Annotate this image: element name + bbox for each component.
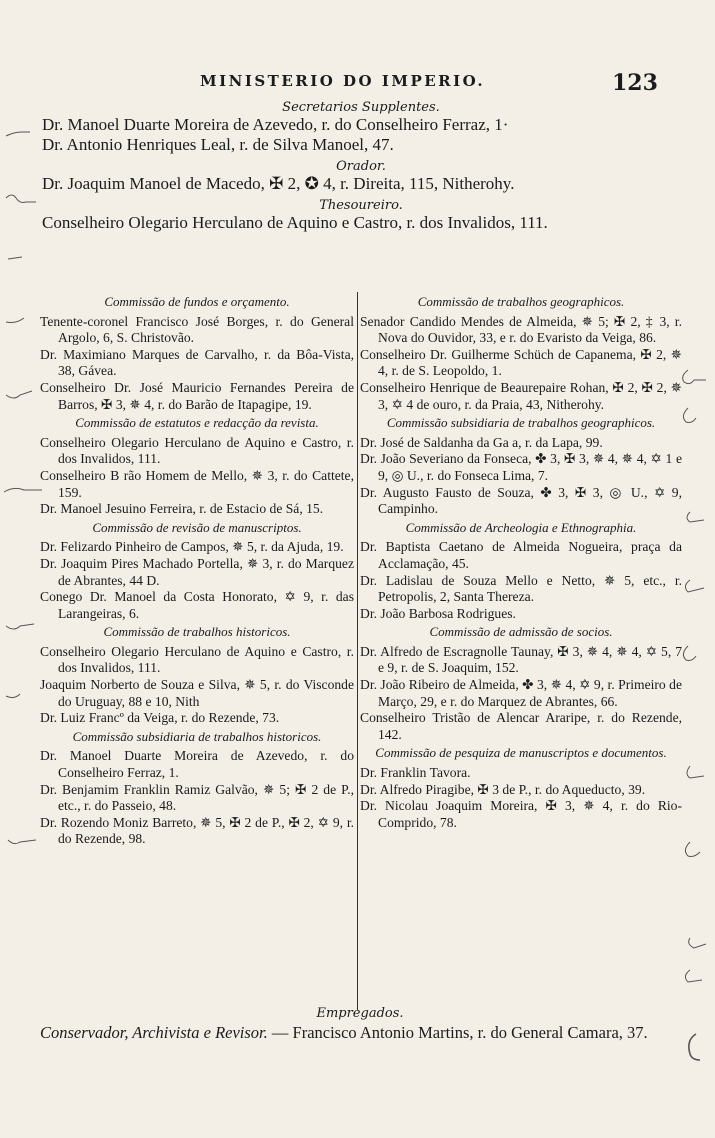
left-column [40, 292, 354, 848]
commission-member: Conselheiro Henrique de Beaurepaire Rohan, ✠ 2, ✠ 2, ✵ 3, ✡ 4 de ouro, r. da Praia, 43, Nitherohy. [360, 379, 682, 412]
section-heading: Thesoureiro. [319, 198, 403, 213]
pencil-mark [689, 938, 706, 948]
commission-member: Tenente-coronel Francisco José Borges, r. do General Argolo, 6, S. Christovão. [40, 313, 354, 346]
commission-member: Dr. João Barbosa Rodrigues. [360, 605, 516, 621]
commission-member: Dr. José de Saldanha da Ga a, r. da Lapa, 99. [360, 434, 603, 450]
commission-member: Senador Candido Mendes de Almeida, ✵ 5; ✠ 2, ‡ 3, r. Nova do Ouvidor, 33, e r. do Evaristo da Veiga, 86. [360, 313, 682, 346]
pencil-mark [683, 408, 696, 423]
pencil-mark [683, 370, 706, 384]
commission-heading: Commissão subsidiaria de trabalhos historicos. [72, 728, 322, 744]
two-column-body [40, 292, 680, 1010]
commission-heading: Commissão de admissão de socios. [429, 624, 613, 640]
commission-member: Dr. Joaquim Pires Machado Portella, ✵ 3, r. do Marquez de Abrantes, 44 D. [40, 555, 354, 588]
section-heading: Secretarios Supplentes. [282, 100, 440, 115]
commission-member: Dr. Manoel Jesuino Ferreira, r. de Estacio de Sá, 15. [40, 501, 324, 517]
employee-role: Conservador, Archivista e Revisor. [40, 1023, 268, 1042]
pencil-mark [687, 512, 704, 522]
commission-member: Dr. Franklin Tavora. [360, 765, 471, 781]
commission-heading: Commissão de pesquiza de manuscriptos e documentos. [375, 745, 667, 761]
pencil-mark [4, 488, 42, 492]
member-entry: Dr. Manoel Duarte Moreira de Azevedo, r. do Conselheiro Ferraz, 1· [42, 115, 509, 134]
commission-member: Conego Dr. Manoel da Costa Honorato, ✡ 9, r. das Larangeiras, 6. [40, 589, 354, 621]
pencil-mark [6, 624, 34, 629]
commission-member: Conselheiro Dr. José Mauricio Fernandes Pereira de Barros, ✠ 3, ✵ 4, r. do Barão de Itapagipe, 19. [40, 379, 354, 412]
pencil-mark [689, 1034, 700, 1060]
pencil-mark [685, 970, 702, 982]
commission-member: Dr. Maximiano Marques de Carvalho, r. da Bôa-Vista, 38, Gávea. [40, 346, 354, 379]
top-sections [42, 100, 680, 233]
pencil-mark [683, 646, 696, 661]
commission-member: Dr. Baptista Caetano de Almeida Nogueira, praça da Acclamação, 45. [360, 539, 682, 571]
page-number: 123 [612, 70, 658, 96]
commission-heading: Commissão subsidiaria de trabalhos geographicos. [386, 415, 656, 431]
commission-member: Joaquim Norberto de Souza e Silva, ✵ 5, r. do Visconde do Uruguay, 88 e 10, Nith [40, 677, 354, 709]
commission-member: Dr. João Severiano da Fonseca, ✤ 3, ✠ 3, ✵ 4, ✵ 4, ✡ 1 e 9, ◎ U., r. do Fonseca Lima, 7. [360, 451, 682, 483]
commission-member: Dr. Felizardo Pinheiro de Campos, ✵ 5, r. da Ajuda, 19. [40, 539, 344, 555]
commission-member: Dr. Luiz Francº da Veiga, r. do Rezende, 73. [40, 710, 280, 726]
section-heading: Empregados. [316, 1006, 404, 1021]
commission-member: Conselheiro Olegario Herculano de Aquino e Castro, r. dos Invalidos, 111. [40, 643, 354, 676]
commission-member: Dr. Ladislau de Souza Mello e Netto, ✵ 5, etc., r. Petropolis, 2, Santa Thereza. [360, 572, 682, 605]
pencil-mark [6, 318, 24, 323]
member-entry: Conselheiro Olegario Herculano de Aquino e Castro, r. dos Invalidos, 111. [42, 213, 548, 232]
commission-member: Dr. João Ribeiro de Almeida, ✤ 3, ✵ 4, ✡ 9, r. Primeiro de Março, 29, e r. do Marquez de Abrantes, 66. [360, 677, 682, 709]
pencil-mark [6, 391, 32, 398]
pencil-mark [8, 257, 22, 259]
pencil-mark [6, 694, 20, 698]
commission-member: Conselheiro B rão Homem de Mello, ✵ 3, r. do Cattete, 159. [40, 467, 354, 500]
member-entry: Dr. Joaquim Manoel de Macedo, ✠ 2, ✪ 4, r. Direita, 115, Nitherohy. [42, 174, 515, 193]
commission-heading: Commissão de fundos e orçamento. [104, 294, 290, 309]
commission-member: Dr. Alfredo de Escragnolle Taunay, ✠ 3, ✵ 4, ✵ 4, ✡ 5, 7 e 9, r. de S. Joaquim, 152. [360, 643, 682, 676]
commission-member: Dr. Augusto Fausto de Souza, ✤ 3, ✠ 3, ◎ U., ✡ 9, Campinho. [360, 484, 682, 517]
commission-member: Conselheiro Olegario Herculano de Aquino e Castro, r. dos Invalidos, 111. [40, 434, 354, 467]
pencil-mark [6, 132, 30, 136]
employee-name: — Francisco Antonio Martins, r. do General Camara, 37. [271, 1023, 648, 1042]
right-column [360, 292, 682, 831]
commission-member: Conselheiro Tristão de Alencar Araripe, r. do Rezende, 142. [360, 710, 682, 742]
commission-member: Dr. Rozendo Moniz Barreto, ✵ 5, ✠ 2 de P., ✠ 2, ✡ 9, r. do Rezende, 98. [40, 814, 354, 847]
commission-heading: Commissão de Archeologia e Ethnographia. [405, 519, 637, 535]
section-heading: Orador. [336, 159, 386, 174]
running-header [0, 70, 715, 96]
commission-heading: Commissão de estatutos e redacção da revista. [75, 415, 319, 431]
commission-member: Dr. Nicolau Joaquim Moreira, ✠ 3, ✵ 4, r. do Rio-Comprido, 78. [360, 798, 682, 830]
pencil-mark [685, 580, 704, 592]
commission-heading: Commissão de trabalhos historicos. [103, 624, 291, 640]
commission-member: Conselheiro Dr. Guilherme Schüch de Capanema, ✠ 2, ✵ 4, r. de S. Leopoldo, 1. [360, 346, 682, 379]
member-entry: Dr. Antonio Henriques Leal, r. de Silva Manoel, 47. [42, 135, 394, 154]
employee-entry [40, 1023, 680, 1043]
commission-heading: Commissão de trabalhos geographicos. [417, 294, 625, 309]
pencil-mark [6, 195, 36, 203]
running-title: MINISTERIO DO IMPERIO. [200, 72, 486, 90]
commission-member: Dr. Benjamim Franklin Ramiz Galvão, ✵ 5; ✠ 2 de P., etc., r. do Passeio, 48. [40, 781, 354, 814]
pencil-mark [687, 766, 704, 778]
employees-section [40, 1006, 680, 1043]
commission-member: Dr. Alfredo Piragibe, ✠ 3 de P., r. do Aqueducto, 39. [360, 781, 646, 797]
commission-member: Dr. Manoel Duarte Moreira de Azevedo, r. do Conselheiro Ferraz, 1. [40, 748, 354, 781]
column-divider [357, 292, 358, 1010]
pencil-mark [8, 840, 36, 844]
pencil-mark [685, 842, 700, 857]
commission-heading: Commissão de revisão de manuscriptos. [92, 519, 302, 535]
